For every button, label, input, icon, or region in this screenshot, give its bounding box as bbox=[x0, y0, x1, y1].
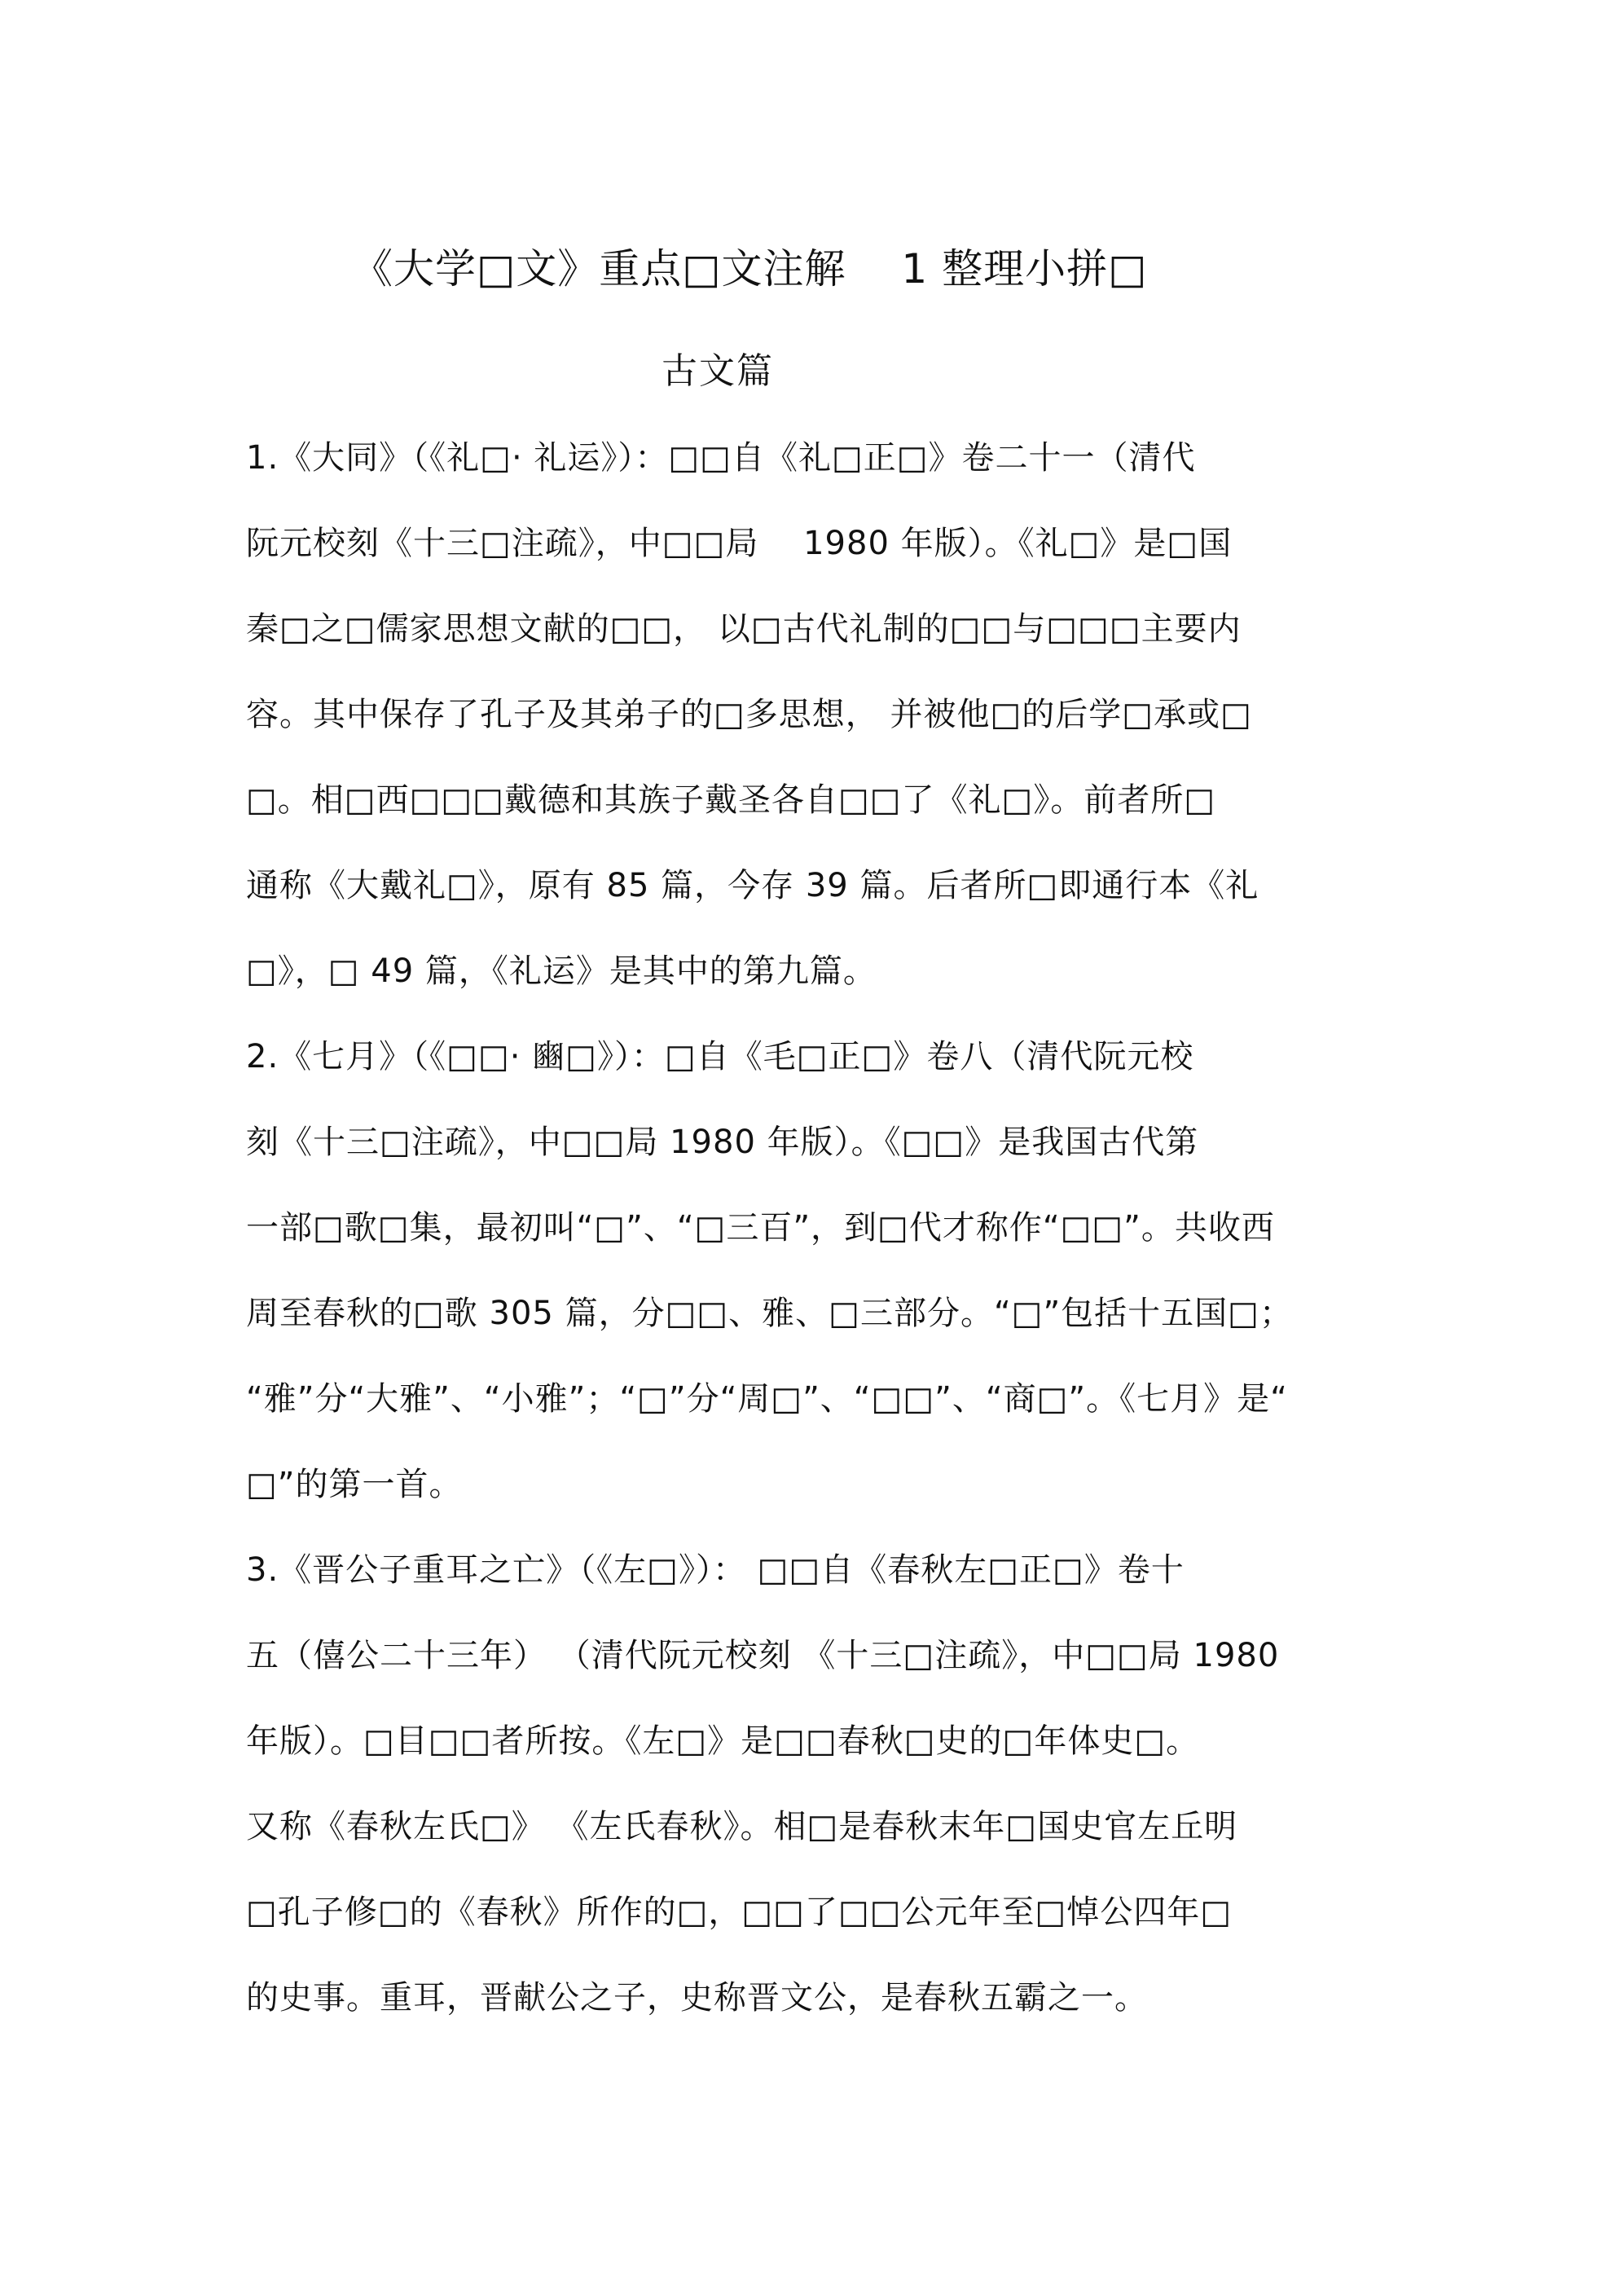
text-line: 刻《十三□注疏》，中□□局 1980 年版）。《□□》是我国古代第 bbox=[246, 1124, 1199, 1161]
text-line: 3.《晋公子重耳之亡》（《左□》）： □□自《春秋左□正□》卷十 bbox=[246, 1551, 1185, 1589]
text-line: 周至春秋的□歌 305 篇，分□□、雅、□三部分。“□”包括十五国□； bbox=[246, 1295, 1293, 1332]
text-line: “雅”分“大雅”、“小雅”；“□”分“周□”、“□□”、“商□”。《七月》是“ bbox=[246, 1380, 1288, 1418]
text-line: 的史事。重耳，晋献公之子，史称晋文公，是春秋五霸之一。 bbox=[246, 1979, 1148, 2017]
text-line: 阮元校刻《十三□注疏》，中□□局 1980 年版）。《礼□》是□国 bbox=[246, 525, 1233, 562]
document-title: 《大学□文》重点□文注解 1 整理小拼□ bbox=[352, 245, 1148, 292]
text-line: □》，□ 49 篇，《礼运》是其中的第九篇。 bbox=[246, 952, 877, 990]
text-line: 又称《春秋左氏□》 《左氏春秋》。相□是春秋末年□国史官左丘明 bbox=[246, 1808, 1238, 1845]
text-line: 容。其中保存了孔子及其弟子的□多思想， 并被他□的后学□承或□ bbox=[246, 696, 1252, 733]
text-line: 秦□之□儒家思想文献的□□， 以□古代礼制的□□与□□□主要内 bbox=[246, 610, 1242, 648]
section-subtitle: 古文篇 bbox=[662, 350, 774, 392]
text-line: □。相□西□□□戴德和其族子戴圣各自□□了《礼□》。前者所□ bbox=[246, 781, 1216, 819]
text-line: 一部□歌□集，最初叫“□”、“□三百”，到□代才称作“□□”。共收西 bbox=[246, 1209, 1275, 1247]
text-line: 五（僖公二十三年） （清代阮元校刻 《十三□注疏》，中□□局 1980 bbox=[246, 1637, 1280, 1674]
text-line: 2.《七月》（《□□· 豳□》）：□自《毛□正□》卷八（清代阮元校 bbox=[246, 1038, 1194, 1075]
text-line: 1.《大同》（《礼□· 礼运》）：□□自《礼□正□》卷二十一（清代 bbox=[246, 439, 1196, 477]
text-line: 通称《大戴礼□》，原有 85 篇，今存 39 篇。后者所□即通行本《礼 bbox=[246, 867, 1259, 904]
text-line: □孔子修□的《春秋》所作的□，□□了□□公元年至□悼公四年□ bbox=[246, 1894, 1233, 1931]
text-line: □”的第一首。 bbox=[246, 1466, 463, 1503]
text-line: 年版）。□目□□者所按。《左□》是□□春秋□史的□年体史□。 bbox=[246, 1722, 1200, 1760]
